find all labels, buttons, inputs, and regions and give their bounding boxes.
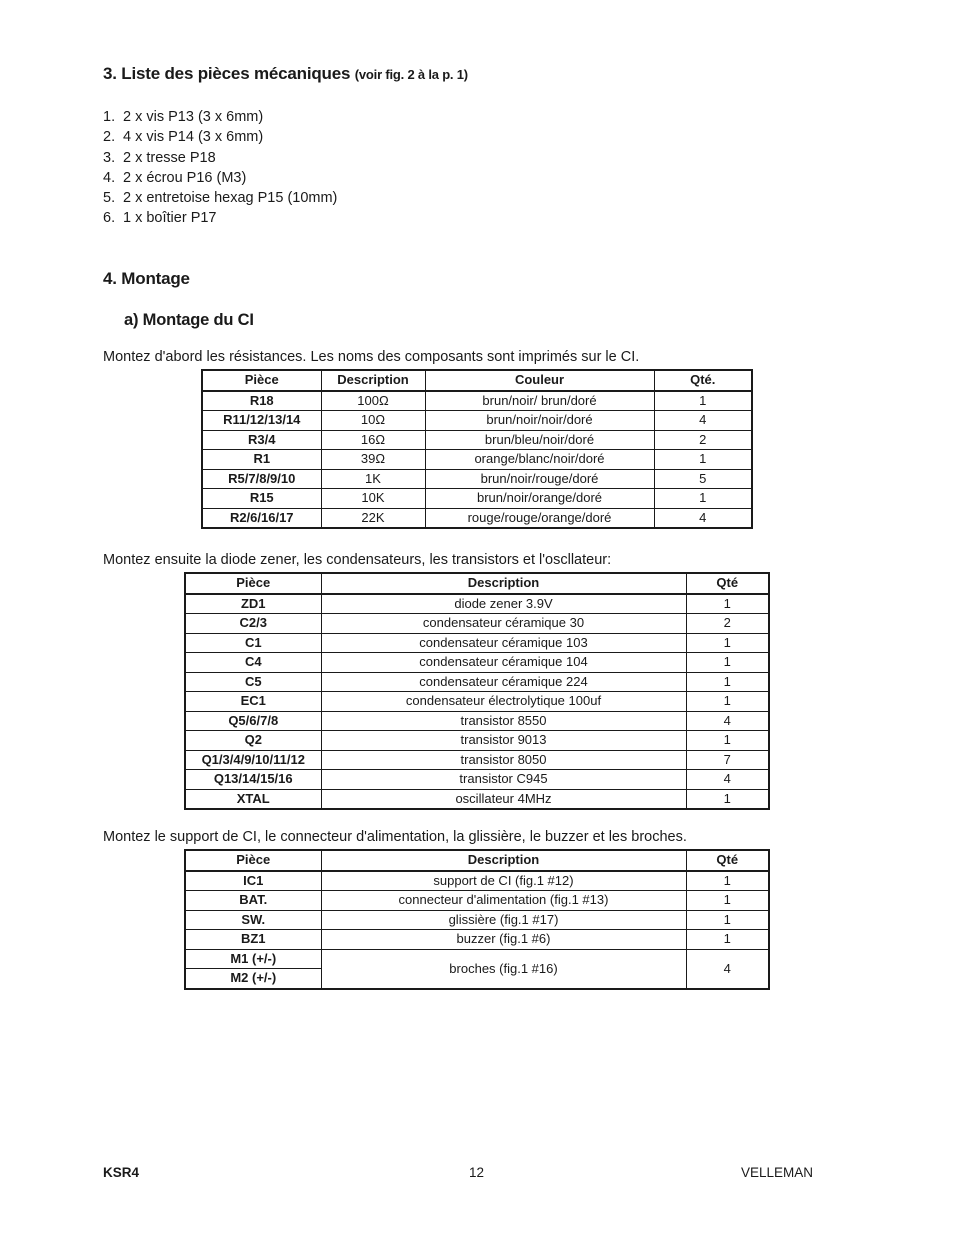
table-cell: brun/bleu/noir/doré bbox=[425, 430, 654, 450]
column-header: Description bbox=[321, 370, 425, 391]
table-cell: 4 bbox=[654, 411, 752, 431]
list-item bbox=[103, 127, 337, 147]
resistor-table bbox=[201, 369, 753, 529]
list-item bbox=[103, 188, 337, 208]
table-cell: oscillateur 4MHz bbox=[321, 789, 686, 809]
table-cell: 1 bbox=[654, 489, 752, 509]
list-item-text: 2 x tresse P18 bbox=[123, 149, 216, 166]
column-header: Couleur bbox=[425, 370, 654, 391]
table-cell: condensateur céramique 104 bbox=[321, 653, 686, 673]
list-item bbox=[103, 107, 337, 127]
table-cell: 1 bbox=[686, 731, 769, 751]
table-cell: ZD1 bbox=[185, 594, 321, 614]
table-cell: 1 bbox=[686, 653, 769, 673]
table-row bbox=[185, 633, 769, 653]
table-cell: Q1/3/4/9/10/11/12 bbox=[185, 750, 321, 770]
column-header: Description bbox=[321, 573, 686, 594]
table-row bbox=[185, 731, 769, 751]
table-cell: 1K bbox=[321, 469, 425, 489]
table-cell: transistor C945 bbox=[321, 770, 686, 790]
table-cell: IC1 bbox=[185, 871, 321, 891]
table-cell: M2 (+/-) bbox=[185, 969, 321, 989]
table-row bbox=[202, 489, 752, 509]
list-item-number: 2. bbox=[103, 129, 116, 146]
table-row bbox=[185, 891, 769, 911]
table-cell: rouge/rouge/orange/doré bbox=[425, 508, 654, 528]
section-3-heading bbox=[103, 64, 468, 84]
table-cell: 1 bbox=[686, 891, 769, 911]
table-cell: C1 bbox=[185, 633, 321, 653]
connector-table bbox=[184, 849, 770, 990]
table-cell: 1 bbox=[686, 692, 769, 712]
table-row bbox=[185, 692, 769, 712]
table-cell: support de CI (fig.1 #12) bbox=[321, 871, 686, 891]
table-cell: brun/noir/orange/doré bbox=[425, 489, 654, 509]
table-cell: R5/7/8/9/10 bbox=[202, 469, 321, 489]
table-cell: 10K bbox=[321, 489, 425, 509]
table-cell: BAT. bbox=[185, 891, 321, 911]
table-cell: buzzer (fig.1 #6) bbox=[321, 930, 686, 950]
column-header: Pièce bbox=[185, 850, 321, 871]
table-cell: 4 bbox=[686, 770, 769, 790]
table-cell: 1 bbox=[686, 672, 769, 692]
table-cell: BZ1 bbox=[185, 930, 321, 950]
list-item-number: 6. bbox=[103, 210, 116, 227]
footer-brand: VELLEMAN bbox=[741, 1165, 814, 1180]
table-cell: 1 bbox=[686, 633, 769, 653]
table-cell: diode zener 3.9V bbox=[321, 594, 686, 614]
table-cell: 1 bbox=[686, 789, 769, 809]
table-cell: R1 bbox=[202, 450, 321, 470]
section-3-title: 3. Liste des pièces mécaniques bbox=[103, 64, 351, 83]
table-cell: 2 bbox=[686, 614, 769, 634]
semiconductor-table bbox=[184, 572, 770, 810]
list-item-text: 2 x écrou P16 (M3) bbox=[123, 169, 247, 186]
list-item-text: 2 x entretoise hexag P15 (10mm) bbox=[123, 190, 338, 207]
section-3-subtitle: (voir fig. 2 à la p. 1) bbox=[354, 67, 468, 82]
footer-page-number: 12 bbox=[469, 1165, 485, 1180]
table-header-row bbox=[185, 573, 769, 594]
table-cell: 10Ω bbox=[321, 411, 425, 431]
table-cell: C5 bbox=[185, 672, 321, 692]
footer-model: KSR4 bbox=[103, 1165, 140, 1180]
table-cell: brun/noir/rouge/doré bbox=[425, 469, 654, 489]
table-row bbox=[185, 614, 769, 634]
table-row bbox=[202, 411, 752, 431]
table-cell: Q5/6/7/8 bbox=[185, 711, 321, 731]
table-row bbox=[185, 653, 769, 673]
table-cell: 4 bbox=[654, 508, 752, 528]
column-header: Qté bbox=[686, 573, 769, 594]
table-cell: brun/noir/noir/doré bbox=[425, 411, 654, 431]
table-cell: condensateur céramique 103 bbox=[321, 633, 686, 653]
table-cell: 1 bbox=[686, 930, 769, 950]
table-header-row bbox=[185, 850, 769, 871]
table-cell: brun/noir/ brun/doré bbox=[425, 391, 654, 411]
column-header: Description bbox=[321, 850, 686, 871]
table-row bbox=[202, 469, 752, 489]
table-header-row bbox=[202, 370, 752, 391]
table-row bbox=[185, 949, 769, 969]
table-cell: orange/blanc/noir/doré bbox=[425, 450, 654, 470]
list-item bbox=[103, 148, 337, 168]
table-cell: R18 bbox=[202, 391, 321, 411]
list-item-text: 2 x vis P13 (3 x 6mm) bbox=[123, 109, 264, 125]
table-row bbox=[185, 770, 769, 790]
table-cell: R11/12/13/14 bbox=[202, 411, 321, 431]
table-cell: 2 bbox=[654, 430, 752, 450]
table-cell: SW. bbox=[185, 910, 321, 930]
mechanical-parts-list bbox=[103, 107, 337, 229]
column-header: Qté. bbox=[654, 370, 752, 391]
list-item bbox=[103, 168, 337, 188]
list-item-number: 3. bbox=[103, 149, 116, 166]
table-cell: R15 bbox=[202, 489, 321, 509]
table-cell: Q2 bbox=[185, 731, 321, 751]
subsection-title: a) Montage du CI bbox=[124, 311, 254, 329]
table-row bbox=[185, 789, 769, 809]
table-cell: connecteur d'alimentation (fig.1 #13) bbox=[321, 891, 686, 911]
table-cell: 1 bbox=[654, 391, 752, 411]
table-cell: broches (fig.1 #16) bbox=[321, 949, 686, 989]
table-cell: C4 bbox=[185, 653, 321, 673]
table-cell: XTAL bbox=[185, 789, 321, 809]
table-cell: 1 bbox=[686, 871, 769, 891]
table3-intro: Montez le support de CI, le connecteur d'alimentation, la glissière, le buzzer et les broches. bbox=[103, 829, 687, 845]
table2-intro: Montez ensuite la diode zener, les condensateurs, les transistors et l'oscllateur: bbox=[103, 552, 612, 568]
list-item-number: 4. bbox=[103, 169, 116, 186]
list-item-text: 1 x boîtier P17 bbox=[123, 210, 217, 227]
list-item-number: 5. bbox=[103, 190, 116, 207]
table-cell: 39Ω bbox=[321, 450, 425, 470]
table-row bbox=[202, 430, 752, 450]
table-cell: 5 bbox=[654, 469, 752, 489]
table-cell: Q13/14/15/16 bbox=[185, 770, 321, 790]
table-cell: condensateur céramique 224 bbox=[321, 672, 686, 692]
table-row bbox=[185, 910, 769, 930]
table-row bbox=[202, 450, 752, 470]
table-row bbox=[185, 750, 769, 770]
table-cell: C2/3 bbox=[185, 614, 321, 634]
table-cell: 100Ω bbox=[321, 391, 425, 411]
table-row bbox=[185, 711, 769, 731]
table-cell: M1 (+/-) bbox=[185, 949, 321, 969]
table-cell: 22K bbox=[321, 508, 425, 528]
table-cell: EC1 bbox=[185, 692, 321, 712]
section-4-title: 4. Montage bbox=[103, 269, 190, 288]
table1-intro: Montez d'abord les résistances. Les noms des composants sont imprimés sur le CI. bbox=[103, 349, 640, 365]
table-cell: transistor 9013 bbox=[321, 731, 686, 751]
list-item bbox=[103, 208, 337, 228]
table-cell: 1 bbox=[654, 450, 752, 470]
table-cell: condensateur céramique 30 bbox=[321, 614, 686, 634]
table-row bbox=[185, 930, 769, 950]
table-cell: R3/4 bbox=[202, 430, 321, 450]
table-cell: condensateur électrolytique 100uf bbox=[321, 692, 686, 712]
table-row bbox=[185, 594, 769, 614]
list-item-text: 4 x vis P14 (3 x 6mm) bbox=[123, 129, 264, 146]
table-row bbox=[202, 508, 752, 528]
table-cell: R2/6/16/17 bbox=[202, 508, 321, 528]
table-row bbox=[185, 871, 769, 891]
table-row bbox=[202, 391, 752, 411]
column-header: Qté bbox=[686, 850, 769, 871]
table-cell: transistor 8550 bbox=[321, 711, 686, 731]
table-cell: transistor 8050 bbox=[321, 750, 686, 770]
table-cell: glissière (fig.1 #17) bbox=[321, 910, 686, 930]
table-cell: 16Ω bbox=[321, 430, 425, 450]
table-row bbox=[185, 672, 769, 692]
column-header: Pièce bbox=[202, 370, 321, 391]
table-cell: 4 bbox=[686, 711, 769, 731]
table-cell: 1 bbox=[686, 594, 769, 614]
table-cell: 4 bbox=[686, 949, 769, 989]
table-cell: 7 bbox=[686, 750, 769, 770]
column-header: Pièce bbox=[185, 573, 321, 594]
list-item-number: 1. bbox=[103, 109, 116, 125]
table-cell: 1 bbox=[686, 910, 769, 930]
